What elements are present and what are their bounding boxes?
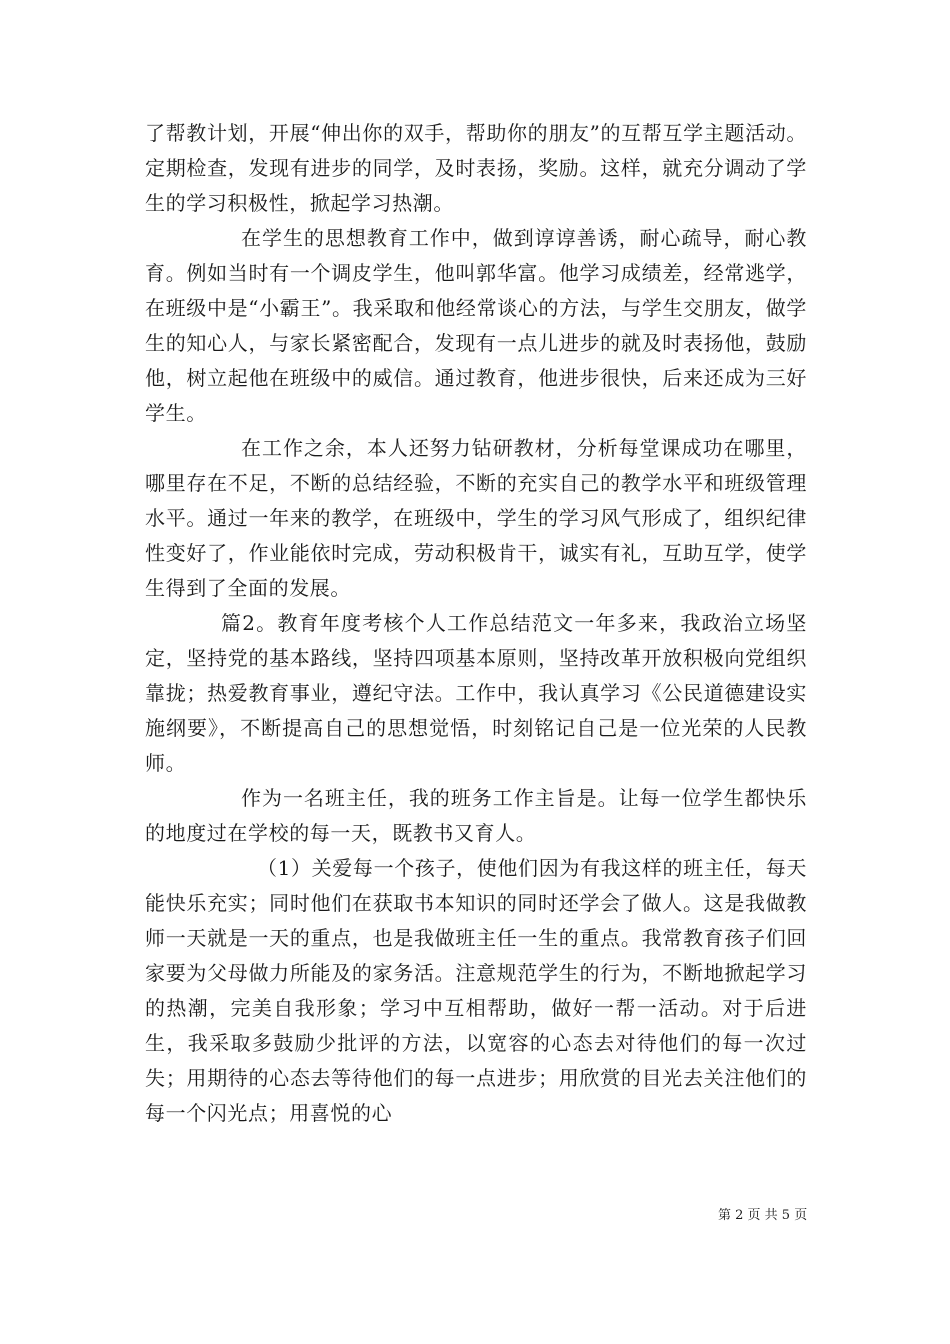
paragraph-class-teacher-aim: 作为一名班主任，我的班务工作主旨是。让每一位学生都快乐的地度过在学校的每一天，既教书又育人。: [145, 786, 807, 845]
paragraph-teaching-research: 在工作之余，本人还努力钻研教材，分析每堂课成功在哪里，哪里存在不足，不断的总结经验，不断的充实自己的教学水平和班级管理水平。通过一年来的教学，在班级中，学生的学习风气形成了，组织纪律性变好了，作业能依时完成，劳动积极肯干，诚实有礼，互助互学，使学生得到了全面的发展。: [145, 436, 807, 600]
page-number-footer: 第 2 页 共 5 页: [718, 1208, 808, 1223]
paragraph-ideological-education: 在学生的思想教育工作中，做到谆谆善诱，耐心疏导，耐心教育。例如当时有一个调皮学生，他叫郭华富。他学习成绩差，经常逃学，在班级中是“小霸王”。我采取和他经常谈心的方法，与学生交朋友，做学生的知心人，与家长紧密配合，发现有一点儿进步的就及时表扬他，鼓励他，树立起他在班级中的威信。通过教育，他进步很快，后来还成为三好学生。: [145, 226, 807, 425]
paragraph-item-1: （1）关爱每一个孩子，使他们因为有我这样的班主任，每天能快乐充实；同时他们在获取书本知识的同时还学会了做人。这是我做教师一天就是一天的重点，也是我做班主任一生的重点。我常教育孩子们回家要为父母做力所能及的家务活。注意规范学生的行为，不断地掀起学习的热潮，完美自我形象；学习中互相帮助，做好一帮一活动。对于后进生，我采取多鼓励少批评的方法，以宽容的心态去对待他们的每一次过失；用期待的心态去等待他们的每一点进步；用欣赏的目光去关注他们的每一个闪光点；用喜悦的心: [145, 856, 807, 1125]
document-body: [145, 116, 807, 1131]
paragraph-continuation: 了帮教计划，开展“伸出你的双手，帮助你的朋友”的互帮互学主题活动。定期检查，发现有进步的同学，及时表扬，奖励。这样，就充分调动了学生的学习积极性，掀起学习热潮。: [145, 121, 807, 215]
paragraph-article-2-intro: 篇2。教育年度考核个人工作总结范文一年多来，我政治立场坚定，坚持党的基本路线，坚持四项基本原则，坚持改革开放积极向党组织靠拢；热爱教育事业，遵纪守法。工作中，我认真学习《公民道德建设实施纲要》，不断提高自己的思想觉悟，时刻铭记自己是一位光荣的人民教师。: [145, 611, 807, 775]
